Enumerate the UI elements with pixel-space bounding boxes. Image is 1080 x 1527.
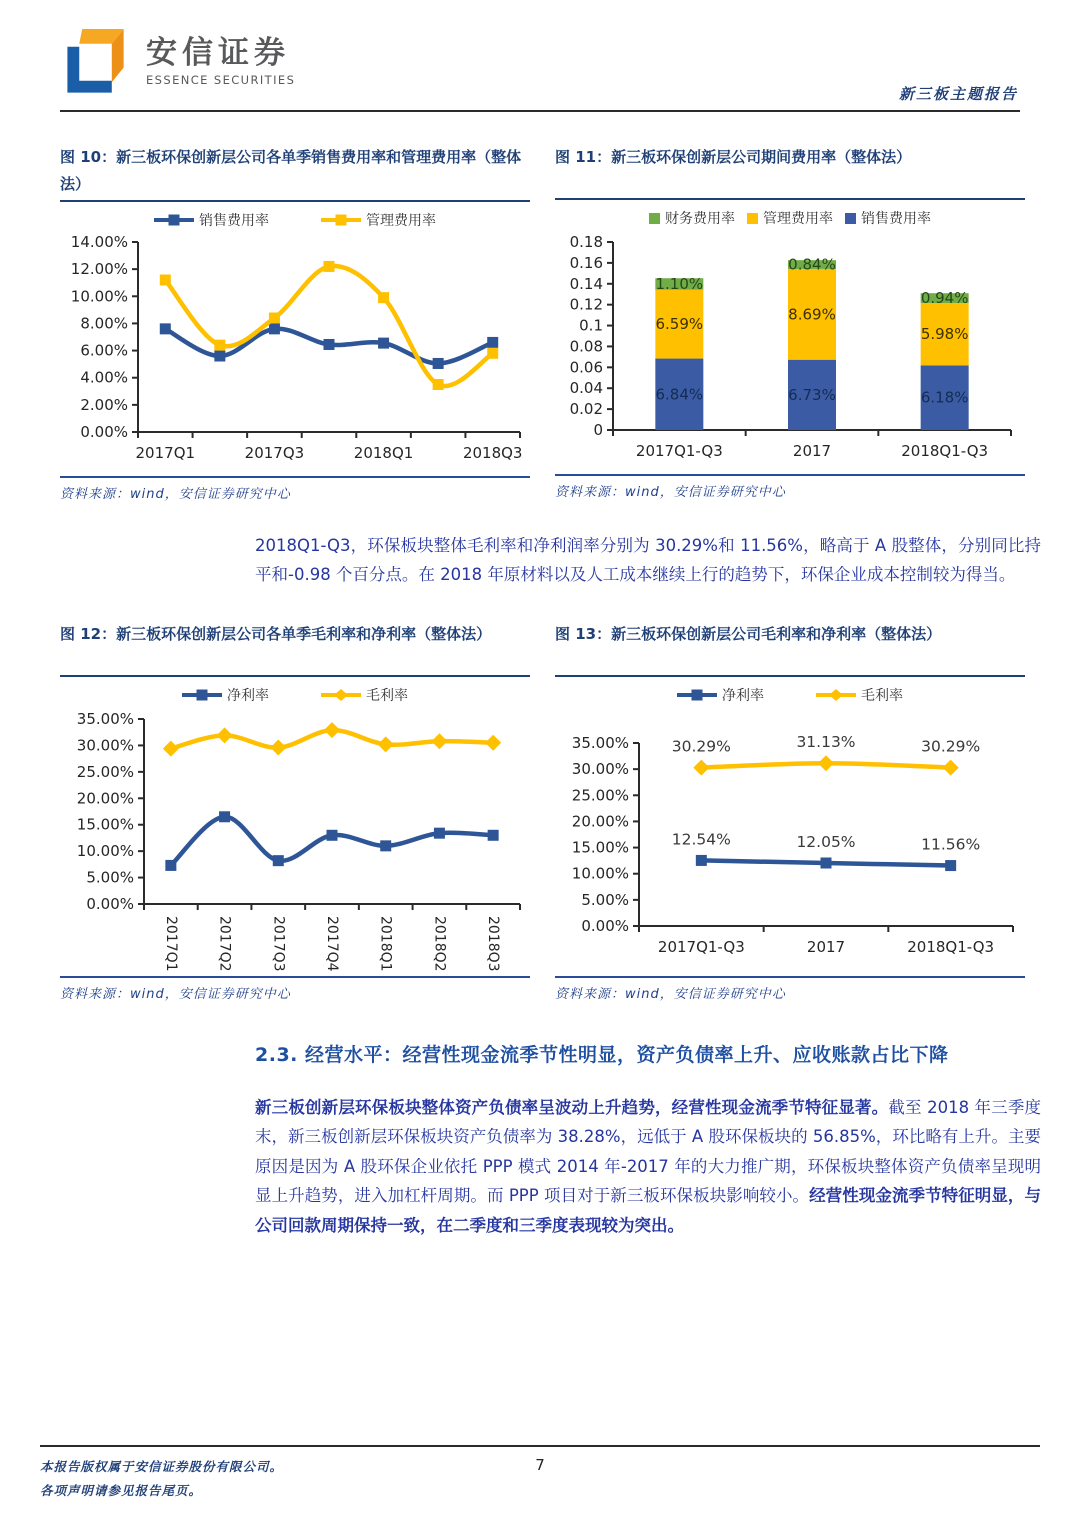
body-paragraph — [255, 1093, 1041, 1240]
chart-plot-area — [60, 707, 530, 972]
svg-text:6.84%: 6.84% — [655, 385, 704, 404]
svg-text:20.00%: 20.00% — [571, 812, 629, 831]
figure-13-source: 资料来源：wind，安信证券研究中心 — [555, 976, 1025, 1002]
svg-text:30.00%: 30.00% — [76, 736, 134, 755]
legend-item — [747, 208, 833, 228]
essence-securities-logo-icon — [60, 26, 134, 100]
svg-text:25.00%: 25.00% — [571, 786, 629, 805]
chart-canvas — [555, 707, 1025, 972]
chart-legend — [555, 210, 1025, 226]
page-footer — [40, 1445, 1040, 1509]
svg-text:2017Q1: 2017Q1 — [162, 916, 179, 972]
body-lead-bold: 新三板创新层环保板块整体资产负债率呈波动上升趋势，经营性现金流季节特征显著。 — [255, 1098, 889, 1118]
svg-text:4.00%: 4.00% — [80, 369, 128, 388]
legend-swatch-icon — [747, 213, 758, 224]
page-number: 7 — [535, 1456, 545, 1474]
svg-text:0.14: 0.14 — [569, 274, 603, 293]
svg-text:2017Q3: 2017Q3 — [244, 444, 305, 463]
svg-text:31.13%: 31.13% — [796, 733, 856, 752]
svg-text:8.69%: 8.69% — [788, 305, 836, 324]
svg-text:2017: 2017 — [806, 938, 846, 957]
copyright-line-2: 各项声明请参见报告尾页。 — [40, 1482, 203, 1498]
legend-label: 管理费用率 — [366, 213, 436, 230]
svg-text:0.84%: 0.84% — [788, 255, 836, 274]
svg-text:5.98%: 5.98% — [920, 325, 969, 344]
chart-legend — [60, 212, 530, 228]
brand-name-en: ESSENCE SECURITIES — [146, 73, 296, 88]
figures-row-1 — [60, 144, 1020, 502]
svg-text:30.00%: 30.00% — [571, 760, 629, 779]
legend-item — [816, 685, 903, 705]
brand — [60, 26, 295, 100]
svg-text:2017: 2017 — [792, 442, 832, 460]
body-middle: 截至 2018 年三季度末，新三板创新层环保板块资产负债率为 38.28%，远低于 A 股环保板块的 56.85%，环比略有上升。主要原因是因为 A 股环保企业依托 PPP 模式 2014 年-2017 年的大力推广期，环保板块整体资产负债率呈现明显上升趋势，进入加杠杆周期。而 PPP 项目对于新三板环保板块影响较小。 — [255, 1098, 1042, 1206]
legend-label: 净利率 — [722, 688, 764, 705]
svg-text:1.10%: 1.10% — [655, 274, 704, 293]
brand-text — [146, 26, 295, 87]
svg-text:0: 0 — [593, 421, 603, 439]
svg-text:30.29%: 30.29% — [671, 737, 731, 756]
svg-text:10.00%: 10.00% — [70, 287, 128, 306]
figure-13 — [555, 621, 1025, 1002]
legend-item — [321, 210, 436, 230]
svg-text:0.00%: 0.00% — [80, 423, 128, 442]
svg-text:14.00%: 14.00% — [70, 233, 128, 252]
section-heading-2-3: 2.3. 经营水平：经营性现金流季节性明显，资产负债率上升、应收账款占比下降 — [255, 1044, 949, 1067]
figure-12-chart — [60, 687, 530, 972]
figure-12-caption: 图 12：新三板环保创新层公司各单季毛利率和净利率（整体法） — [60, 621, 530, 677]
legend-item — [154, 210, 269, 230]
svg-text:11.56%: 11.56% — [921, 835, 981, 854]
svg-text:2018Q3: 2018Q3 — [485, 916, 502, 972]
svg-text:0.08: 0.08 — [569, 337, 603, 356]
legend-label: 销售费用率 — [861, 211, 931, 227]
legend-label: 毛利率 — [366, 688, 408, 705]
svg-text:0.04: 0.04 — [569, 379, 603, 398]
svg-text:0.00%: 0.00% — [86, 895, 134, 914]
brand-name-cn: 安信证券 — [146, 35, 290, 71]
svg-text:25.00%: 25.00% — [76, 762, 134, 781]
chart-legend — [60, 687, 530, 703]
legend-item — [649, 208, 735, 228]
legend-item — [321, 685, 408, 705]
figure-11-source: 资料来源：wind，安信证券研究中心 — [555, 474, 1025, 500]
body-tail-bold: 经营性现金流季节特征明显，与公司回款周期保持一致，在二季度和三季度表现较为突出。 — [255, 1186, 1042, 1235]
copyright-line-1: 本报告版权属于安信证券股份有限公司。 — [40, 1459, 284, 1474]
legend-marker-icon — [154, 214, 194, 226]
figure-10-chart — [60, 212, 530, 472]
svg-text:10.00%: 10.00% — [571, 864, 629, 883]
svg-text:6.18%: 6.18% — [920, 388, 969, 407]
svg-text:2017Q1: 2017Q1 — [135, 444, 196, 463]
figure-13-caption: 图 13：新三板环保创新层公司毛利率和净利率（整体法） — [555, 621, 1025, 677]
svg-text:6.59%: 6.59% — [655, 315, 704, 334]
chart-plot-area — [555, 707, 1025, 972]
svg-text:5.00%: 5.00% — [581, 890, 629, 909]
svg-text:2017Q2: 2017Q2 — [216, 916, 233, 972]
svg-text:35.00%: 35.00% — [571, 734, 629, 753]
svg-text:2017Q3: 2017Q3 — [270, 916, 287, 972]
legend-label: 财务费用率 — [665, 211, 735, 227]
svg-text:35.00%: 35.00% — [76, 710, 134, 729]
figure-11-chart — [555, 210, 1025, 470]
chart-canvas — [60, 232, 530, 472]
legend-item — [677, 685, 764, 705]
figure-10-caption: 图 10：新三板环保创新层公司各单季销售费用率和管理费用率（整体法） — [60, 144, 530, 202]
figure-12-source: 资料来源：wind，安信证券研究中心 — [60, 976, 530, 1002]
svg-text:15.00%: 15.00% — [76, 815, 134, 834]
svg-text:2018Q1: 2018Q1 — [377, 916, 394, 972]
svg-text:0.16: 0.16 — [569, 253, 603, 272]
figures-row-2 — [60, 621, 1020, 1002]
svg-text:30.29%: 30.29% — [921, 737, 981, 756]
legend-marker-icon — [321, 214, 361, 226]
legend-marker-icon — [816, 689, 856, 701]
figure-10-source: 资料来源：wind，安信证券研究中心 — [60, 476, 530, 502]
legend-marker-icon — [677, 689, 717, 701]
svg-text:0.00%: 0.00% — [581, 917, 629, 936]
svg-text:6.73%: 6.73% — [788, 385, 836, 404]
legend-marker-icon — [182, 689, 222, 701]
legend-label: 净利率 — [227, 688, 269, 705]
svg-text:2017Q1-Q3: 2017Q1-Q3 — [635, 442, 723, 460]
svg-text:0.02: 0.02 — [569, 400, 603, 419]
svg-text:0.18: 0.18 — [569, 233, 603, 251]
legend-item — [182, 685, 269, 705]
svg-text:12.54%: 12.54% — [671, 830, 731, 849]
svg-text:12.00%: 12.00% — [70, 260, 128, 279]
svg-text:2018Q3: 2018Q3 — [462, 444, 523, 463]
svg-text:0.12: 0.12 — [569, 295, 603, 314]
figure-13-chart — [555, 687, 1025, 972]
chart-plot-area — [555, 230, 1025, 470]
svg-text:6.00%: 6.00% — [80, 341, 128, 360]
svg-text:0.94%: 0.94% — [920, 289, 969, 308]
page-header — [60, 24, 1020, 112]
svg-text:8.00%: 8.00% — [80, 314, 128, 333]
chart-canvas — [555, 230, 1025, 470]
legend-item — [845, 208, 931, 228]
legend-label: 管理费用率 — [763, 211, 833, 227]
figure-12 — [60, 621, 530, 1002]
legend-swatch-icon — [649, 213, 660, 224]
svg-text:0.06: 0.06 — [569, 358, 603, 377]
svg-text:2018Q2: 2018Q2 — [431, 916, 448, 972]
legend-swatch-icon — [845, 213, 856, 224]
chart-legend — [555, 687, 1025, 703]
svg-text:2018Q1: 2018Q1 — [353, 444, 414, 463]
chart-plot-area — [60, 232, 530, 472]
svg-text:12.05%: 12.05% — [796, 833, 856, 852]
legend-marker-icon — [321, 689, 361, 701]
legend-label: 销售费用率 — [199, 213, 269, 230]
svg-text:2.00%: 2.00% — [80, 396, 128, 415]
report-type-label: 新三板主题报告 — [898, 85, 1018, 103]
svg-text:20.00%: 20.00% — [76, 789, 134, 808]
svg-text:2017Q4: 2017Q4 — [324, 916, 340, 972]
svg-text:2018Q1-Q3: 2018Q1-Q3 — [901, 442, 989, 460]
summary-paragraph: 2018Q1-Q3，环保板块整体毛利率和净利润率分别为 30.29%和 11.56%，略高于 A 股整体，分别同比持平和-0.98 个百分点。在 2018 年原材料以及人工成本继续上行的趋势下，环保企业成本控制较为得当。 — [255, 536, 1041, 584]
figure-10 — [60, 144, 530, 502]
chart-canvas — [60, 707, 530, 972]
figure-11-caption: 图 11：新三板环保创新层公司期间费用率（整体法） — [555, 144, 1025, 200]
svg-text:10.00%: 10.00% — [76, 842, 134, 861]
figure-11 — [555, 144, 1025, 502]
svg-text:5.00%: 5.00% — [86, 868, 134, 887]
svg-text:2018Q1-Q3: 2018Q1-Q3 — [907, 938, 995, 957]
svg-text:0.1: 0.1 — [579, 316, 603, 335]
svg-text:2017Q1-Q3: 2017Q1-Q3 — [657, 938, 745, 957]
svg-text:15.00%: 15.00% — [571, 838, 629, 857]
legend-label: 毛利率 — [861, 688, 903, 705]
